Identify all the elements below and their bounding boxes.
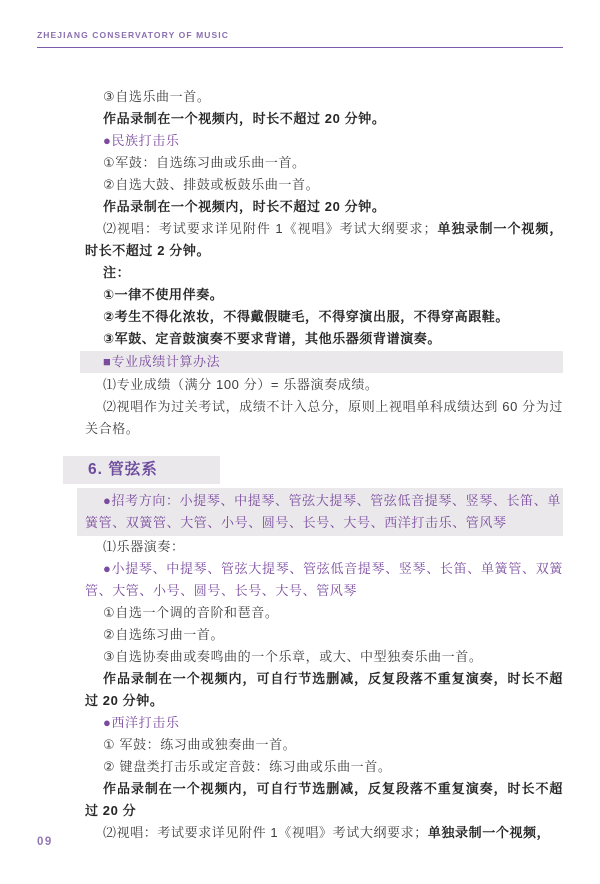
bold-text-segment: ②考生不得化浓妆，不得戴假睫毛，不得穿演出服，不得穿高跟鞋。 — [103, 309, 510, 324]
text-segment: ②自选练习曲一首。 — [103, 627, 225, 642]
exam-item — [85, 624, 563, 646]
bold-text-segment: 单独录制一个视频， — [427, 825, 551, 840]
bold-text-segment: 作品录制在一个视频内，可自行节选删减，反复段落不重复演奏，时长不超过 20 分 — [85, 781, 563, 818]
text-segment: ③自选协奏曲或奏鸣曲的一个乐章，或大、中型独奏乐曲一首。 — [103, 649, 483, 664]
text-segment: ①军鼓：自选练习曲或乐曲一首。 — [103, 155, 306, 170]
note-item — [85, 284, 563, 306]
note-label — [85, 262, 563, 284]
sight-singing-requirement — [85, 218, 563, 262]
text-segment: ●民族打击乐 — [103, 133, 180, 148]
bold-text-segment: ③军鼓、定音鼓演奏不要求背谱，其他乐器须背谱演奏。 — [103, 331, 442, 346]
text-segment: ⑵视唱：考试要求详见附件 1《视唱》考试大纲要求； — [103, 221, 438, 236]
recording-requirement — [85, 668, 563, 712]
recording-requirement — [85, 778, 563, 822]
note-item — [85, 306, 563, 328]
recording-requirement — [85, 108, 563, 130]
exam-item — [85, 174, 563, 196]
instrument-list — [85, 558, 563, 602]
text-segment: ■专业成绩计算办法 — [103, 354, 221, 369]
bold-text-segment: 单独录制一个视频，时长不超过 2 分钟。 — [85, 221, 564, 258]
exam-item — [85, 86, 563, 108]
bold-text-segment: 作品录制在一个视频内，可自行节选删减，反复段落不重复演奏，时长不超过 20 分钟。 — [85, 671, 563, 708]
text-segment: ●招考方向：小提琴、中提琴、管弦大提琴、管弦低音提琴、竖琴、长笛、单簧管、双簧管、大管、小号、圆号、长号、大号、西洋打击乐、管风琴 — [85, 493, 561, 530]
sight-singing-requirement — [85, 822, 563, 844]
bold-text-segment: 作品录制在一个视频内，时长不超过 20 分钟。 — [103, 199, 386, 214]
header-divider — [37, 47, 563, 48]
bold-text-segment: 注： — [103, 265, 131, 280]
conservatory-name: ZHEJIANG CONSERVATORY OF MUSIC — [37, 30, 230, 40]
bold-text-segment: ①一律不使用伴奏。 — [103, 287, 224, 302]
text-segment: ●小提琴、中提琴、管弦大提琴、管弦低音提琴、竖琴、长笛、单簧管、双簧管、大管、小号、圆号、长号、大号、管风琴 — [85, 561, 563, 598]
score-rule — [85, 374, 563, 396]
text-segment: ⑵视唱作为过关考试，成绩不计入总分，原则上视唱单科成绩达到 60 分为过关合格。 — [85, 399, 563, 436]
orchestra-department-heading — [63, 456, 563, 484]
page-number: 09 — [37, 836, 53, 848]
bold-text-segment: 作品录制在一个视频内，时长不超过 20 分钟。 — [103, 111, 386, 126]
recording-requirement — [85, 196, 563, 218]
text-segment: ① 军鼓：练习曲或独奏曲一首。 — [103, 737, 297, 752]
exam-item — [85, 602, 563, 624]
text-segment: ⑴专业成绩（满分 100 分）= 乐器演奏成绩。 — [103, 377, 379, 392]
text-segment: ①自选一个调的音阶和琶音。 — [103, 605, 279, 620]
exam-item — [85, 152, 563, 174]
category-western-percussion — [85, 712, 563, 734]
category-folk-percussion — [85, 130, 563, 152]
heading-text: 6. 管弦系 — [63, 456, 220, 484]
content — [85, 86, 563, 844]
text-segment: ② 键盘类打击乐或定音鼓：练习曲或乐曲一首。 — [103, 759, 392, 774]
note-item — [85, 328, 563, 350]
text-segment: ②自选大鼓、排鼓或板鼓乐曲一首。 — [103, 177, 320, 192]
score-calculation-bar — [80, 351, 563, 373]
instrument-performance-label — [85, 536, 563, 558]
admission-directions-band — [77, 488, 563, 536]
text-segment: ●西洋打击乐 — [103, 715, 180, 730]
exam-item — [85, 756, 563, 778]
page-header — [37, 30, 563, 48]
exam-item — [85, 734, 563, 756]
text-segment: ⑴乐器演奏： — [103, 539, 185, 554]
text-segment: ③自选乐曲一首。 — [103, 89, 211, 104]
score-rule — [85, 396, 563, 440]
exam-item — [85, 646, 563, 668]
text-segment: ⑵视唱：考试要求详见附件 1《视唱》考试大纲要求； — [103, 825, 428, 840]
